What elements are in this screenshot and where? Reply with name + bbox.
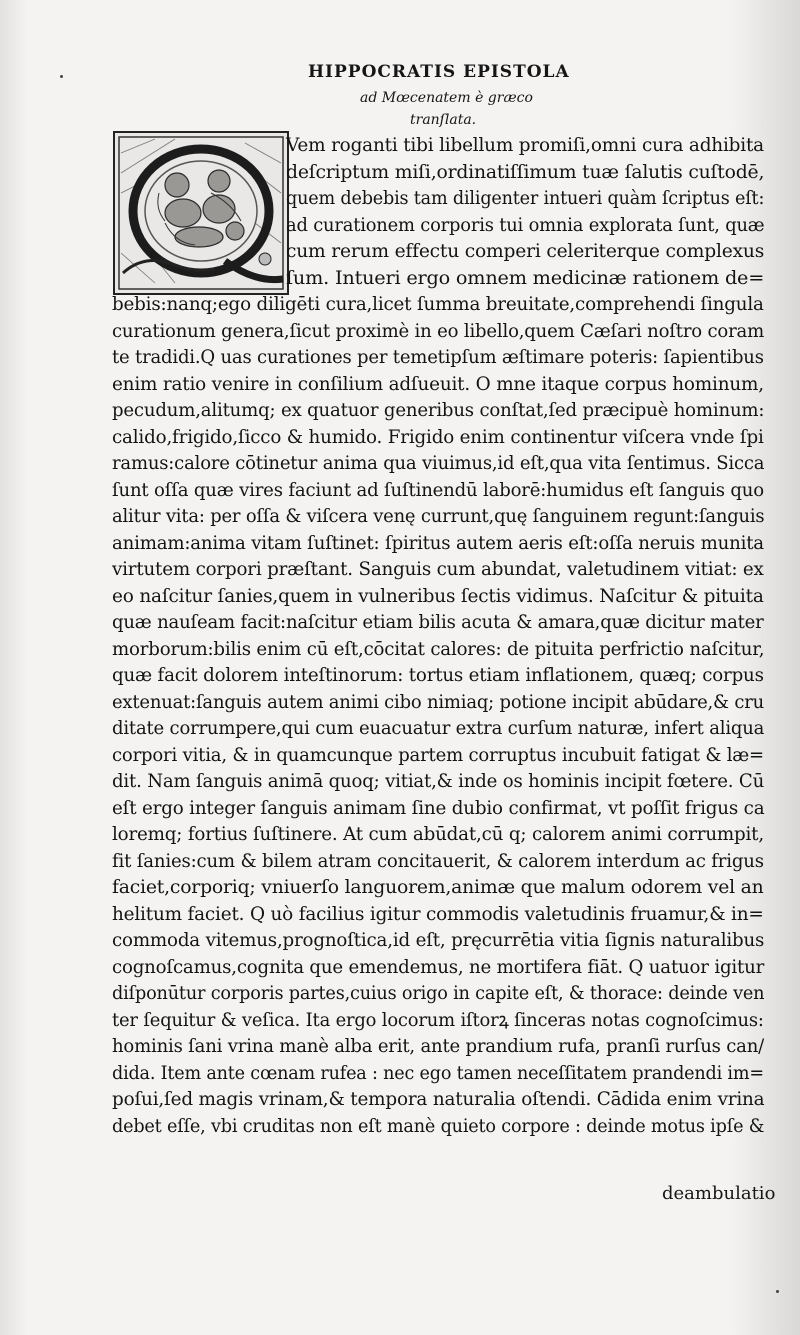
text-line: virtutem corpori præſtant. Sanguis cum abundat, valetudinem vitiat: ex xyxy=(112,558,764,580)
text-line: eſt ergo integer ſanguis animam ſine dubio confirmat, vt poſſit frigus ca xyxy=(112,796,765,819)
gutter-shadow xyxy=(0,0,28,1335)
text-line: cum rerum effectu comperi celeriterque complexus xyxy=(286,240,765,262)
text-line: animam:anima vitam ſuſtinet: ſpiritus autem aeris eſt:oſſa neruis munita xyxy=(112,531,764,554)
text-line: quem debebis tam diligenter intueri quàm ſcriptus eſt: xyxy=(286,187,765,209)
woodcut-initial-illustration xyxy=(115,133,287,293)
text-line: debet eſſe, vbi cruditas non eſt manè quieto corpore : deinde motus ipſe & xyxy=(112,1114,765,1137)
text-line: dit. Nam ſanguis animā quoq; vitiat,& inde os hominis incipit fœtere. Cū xyxy=(112,770,765,792)
text-line: pecudum,alitumq; ex quatuor generibus conſtat,ſed præcipuè hominum: xyxy=(112,399,765,421)
text-line: eo naſcitur ſanies,quem in vulneribus ſectis vidimus. Naſcitur & pituita xyxy=(112,584,764,607)
paper-speck xyxy=(60,75,63,78)
catchword: deambulatio xyxy=(662,1183,776,1204)
text-line: commoda vitemus,prognoſtica,id eſt, pręcurrētia vitia ſignis naturalibus xyxy=(112,929,765,951)
text-line: alitur vita: per oſſa & viſcera venę currunt,quę ſanguinem regunt:ſanguis xyxy=(112,505,765,527)
text-line: Vem roganti tibi libellum promiſi,omni cura adhibita xyxy=(286,134,764,156)
text-line: enim ratio venire in conſilium adſueuit. O mne itaque corpus hominum, xyxy=(112,372,764,395)
text-line: cognoſcamus,cognita que emendemus, ne mortifera fiāt. Q uatuor igitur xyxy=(112,955,765,978)
text-line: faciet,corporiq; vniuerſo languorem,animæ que malum odorem vel an xyxy=(112,876,764,898)
text-line: calido,frigido,ſicco & humido. Frigido enim continentur viſcera vnde ſpi xyxy=(112,425,764,448)
text-line: ramus:calore cōtinetur anima qua viuimus,id eſt,qua vita ſentimus. Sicca xyxy=(112,452,765,474)
page-subtitle-line-2: tranſlata. xyxy=(410,112,477,128)
text-line: corpori vitia, & in quamcunque partem corruptus incubuit fatigat & læ= xyxy=(112,743,764,766)
paper-speck xyxy=(776,1290,779,1293)
text-line: ad curationem corporis tui omnia explorata ſunt, quæ xyxy=(286,213,765,236)
text-line: quæ nauſeam facit:naſcitur etiam bilis acuta & amara,quæ dicitur mater xyxy=(112,611,764,633)
text-line: dida. Item ante cœnam rufea : nec ego tamen neceſſitatem prandendi im= xyxy=(112,1061,764,1084)
text-line: bebis:nanq;ego diligēti cura,licet ſumma breuitate,comprehendi ſingula xyxy=(112,293,764,315)
page-title: HIPPOCRATIS EPISTOLA xyxy=(308,62,570,82)
text-line: quæ facit dolorem inteſtinorum: tortus etiam inflationem, quæq; corpus xyxy=(112,664,764,686)
text-line: ſum. Intueri ergo omnem medicinæ rationem de= xyxy=(286,266,765,289)
text-line: curationum genera,ſicut proximè in eo libello,quem Cæſari noſtro coram xyxy=(112,319,765,342)
text-line: helitum faciet. Q uò facilius igitur commodis valetudinis fruamur,& in= xyxy=(112,902,764,925)
text-line: ditate corrumpere,qui cum euacuatur extra curſum naturæ, infert aliqua xyxy=(112,717,765,739)
text-line: loremq; fortius ſuſtinere. At cum abūdat,cū q; calorem animi corrumpit, xyxy=(112,823,764,845)
text-line: poſui,ſed magis vrinam,& tempora naturalia oſtendi. Cādida enim vrina xyxy=(112,1088,765,1110)
text-line: morborum:bilis enim cū eſt,cōcitat calores: de pituita perfrictio naſcitur, xyxy=(112,637,765,660)
text-line: ſunt oſſa quæ vires faciunt ad ſuſtinendū laborē:humidus eſt ſanguis quo xyxy=(112,478,764,501)
decorated-initial-q-icon xyxy=(113,131,289,295)
text-line: extenuat:ſanguis autem animi cibo nimiaq; potione incipit abūdare,& cru xyxy=(112,690,765,713)
text-line: hominis ſani vrina manè alba erit, ante prandium rufa, pranſi rurſus can/ xyxy=(112,1035,765,1057)
text-line: te tradidi.Q uas curationes per temetipſum æſtimare poteris: ſapientibus xyxy=(112,346,764,368)
page-subtitle-line-1: ad Mœcenatem è græco xyxy=(360,90,533,106)
text-line: deſcriptum miſi,ordinatiſſimum tuæ ſalutis cuſtodē, xyxy=(286,160,765,183)
text-line: fit ſanies:cum & bilem atram concitauerit, & calorem interdum ac frigus xyxy=(112,849,764,872)
text-line: diſponūtur corporis partes,cuius origo in capite eſt, & thorace: deinde ven xyxy=(112,982,765,1004)
text-line: ter ſequitur & veſica. Ita ergo locorum iſtorꝝ ſinceras notas cognoſcimus: xyxy=(112,1008,764,1031)
